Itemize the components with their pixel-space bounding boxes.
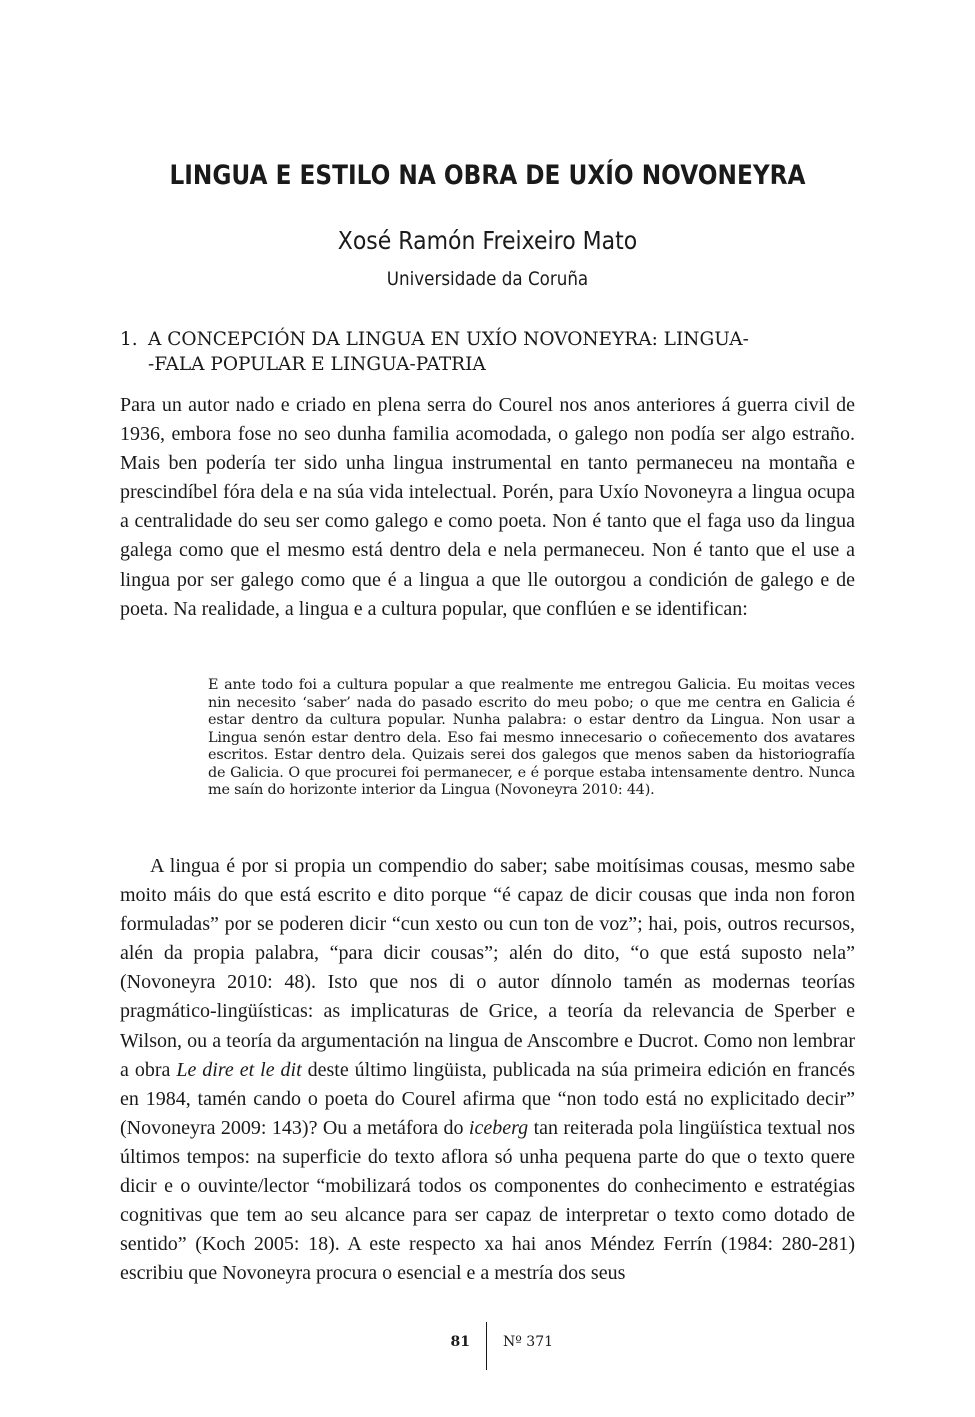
article-title: LINGUA E ESTILO NA OBRA DE UXÍO NOVONEYRA — [169, 160, 806, 192]
footer-divider — [486, 1322, 487, 1370]
paragraph-text-part1: A lingua é por si propia un compendio do saber; sabe moitísimas cousas, mesmo sabe moito máis do que está escrito e dito porque “é capaz de dicir cousas que inda non foron formuladas” por se poderen dicir “cun xesto ou cun ton de voz”; hai, pois, outros recursos, alén da propia palabra, “para dicir cousas”; alén do dito, “o que está suposto nela” (Novoneyra 2010: 48). Isto que nos di o autor dínnolo tamén as modernas teorías pragmático-lingüísticas: as implicaturas de Grice, a teoría da relevancia de Sperber e Wilson, ou a teoría da argumentación na lingua de Anscombre e Ducrot. Como non lembrar a obra — [120, 855, 855, 1081]
italic-title-le-dire: Le dire et le dit — [176, 1058, 302, 1081]
section-heading — [120, 327, 855, 377]
author-affiliation: Universidade da Coruña — [386, 268, 589, 290]
issue-number: Nº 371 — [503, 1334, 554, 1350]
section-number: 1. — [120, 329, 138, 350]
body-paragraph-2 — [120, 852, 855, 1288]
paragraph-text-part3: tan reiterada pola lingüística textual nos últimos tempos: na superficie do texto aflora só unha pequena parte do que o texto quere dicir e o ouvinte/lector “mobilizará todos os componentes do conhecimento e estratégias cognitivas que tem ao seu alcance para ser capaz de interpretar o texto como dotado de sentido” (Koch 2005: 18). A este respecto xa hai anos Méndez Ferrín (1984: 280-281) escribiu que Novoneyra procura o esencial e a mestría dos seus — [120, 1116, 855, 1285]
paragraph-text: Para un autor nado e criado en plena serra do Courel nos anos anteriores á guerra civil de 1936, embora fose no seo dunha familia acomodada, o galego non podía ser algo estraño. Mais ben podería ter sido unha lingua instrumental en tanto permaneceu na montaña e prescindíbel fóra dela e na súa vida intelectual. Porén, para Uxío Novoneyra a lingua ocupa a centralidade do seu ser como galego e como poeta. Non é tanto que el faga uso da lingua galega como que el mesmo está dentro dela e nela permaneceu. Non é tanto que el use a lingua por ser galego como que é a lingua a que lle outorgou a condición de galego e de poeta. Na realidade, a lingua e a cultura popular, que conflúen e se identifican: — [120, 394, 855, 620]
italic-term-iceberg: iceberg — [468, 1116, 529, 1139]
body-paragraph-1 — [120, 391, 855, 624]
paragraph-text-part2: deste último lingüista, publicada na súa primeira edición en francés en 1984, tamén cando o poeta do Courel afirma que “non todo está no explicitado decir” (Novoneyra 2009: 143)? Ou a metáfora do — [120, 1058, 855, 1139]
block-quote: E ante todo foi a cultura popular a que realmente me entregou Galicia. Eu moitas veces nin necesito ‘saber’ nada do pasado escrito do meu pobo; o que me centra en Galicia é estar dentro da cultura popular. Nunha palabra: o estar dentro da Lingua. Non usar a Lingua senón estar dentro dela. Eso fai mesmo innecesario o coñecemento dos avatares escritos. Estar dentro dela. Quizais serei dos galegos que menos saben da historiografía de Galicia. O que procurei foi permanecer, e é porque estaba intensamente dentro. Nunca me saín do horizonte interior da Lingua (Novoneyra 2010: 44). — [208, 677, 855, 798]
page-footer — [0, 1322, 975, 1370]
paragraph-text — [120, 852, 855, 1288]
section-heading-line2: -FALA POPULAR E LINGUA-PATRIA — [148, 354, 486, 375]
section-heading-line1: A CONCEPCIÓN DA LINGUA EN UXÍO NOVONEYRA: LINGUA- — [148, 329, 749, 350]
author-name: Xosé Ramón Freixeiro Mato — [337, 226, 638, 255]
page-number: 81 — [450, 1334, 470, 1350]
